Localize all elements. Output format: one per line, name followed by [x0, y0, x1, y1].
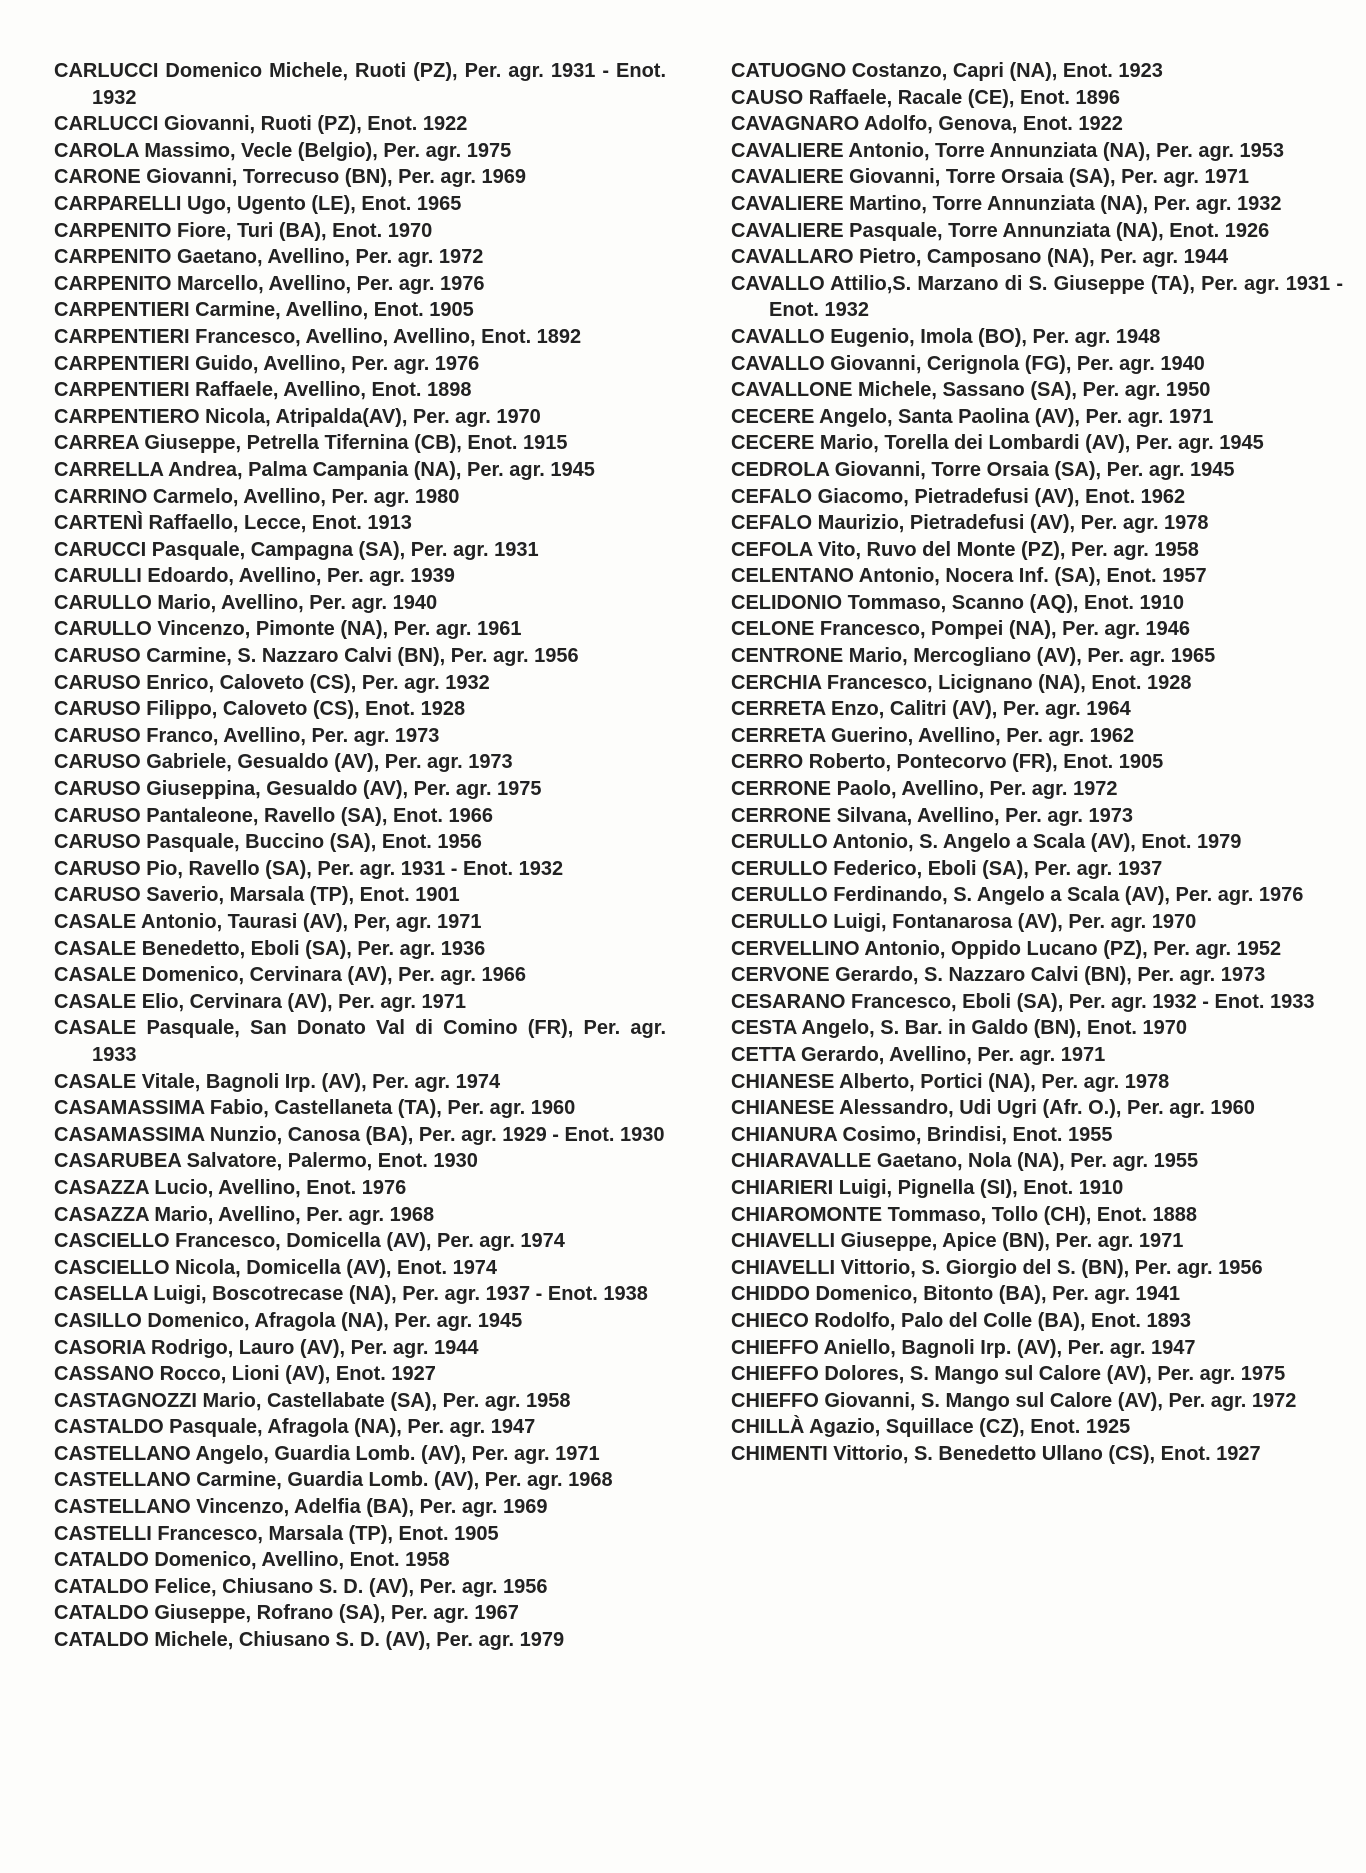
list-item: CAVALIERE Martino, Torre Annunziata (NA), Per. agr. 1932 — [731, 192, 1282, 215]
list-item: CARUSO Pantaleone, Ravello (SA), Enot. 1966 — [54, 804, 493, 827]
list-item: CARPENTIERI Raffaele, Avellino, Enot. 1898 — [54, 379, 472, 402]
right-column — [731, 58, 1343, 1467]
list-item: CERULLO Luigi, Fontanarosa (AV), Per. agr. 1970 — [731, 911, 1197, 933]
list-item: CARPENTIERI Guido, Avellino, Per. agr. 1976 — [54, 352, 480, 375]
list-item: CARUSO Gabriele, Gesualdo (AV), Per. agr. 1973 — [54, 751, 513, 774]
list-item: CARTENÌ Raffaello, Lecce, Enot. 1913 — [54, 512, 412, 535]
list-item: CECERE Angelo, Santa Paolina (AV), Per. agr. 1971 — [731, 405, 1214, 428]
list-item: CHIAROMONTE Tommaso, Tollo (CH), Enot. 1888 — [731, 1203, 1197, 1226]
list-item: CAVALLARO Pietro, Camposano (NA), Per. agr. 1944 — [731, 246, 1229, 269]
list-item: CASALE Domenico, Cervinara (AV), Per. agr. 1966 — [54, 964, 527, 987]
list-item: CASTELLI Francesco, Marsala (TP), Enot. 1905 — [54, 1522, 499, 1545]
list-item: CARPENTIERI Carmine, Avellino, Enot. 1905 — [54, 299, 474, 322]
list-item: CHIMENTI Vittorio, S. Benedetto Ullano (CS), Enot. 1927 — [731, 1442, 1261, 1465]
list-item: CARULLO Vincenzo, Pimonte (NA), Per. agr. 1961 — [54, 618, 522, 641]
list-item: CASTELLANO Vincenzo, Adelfia (BA), Per. agr. 1969 — [54, 1496, 548, 1519]
list-item: CEFALO Maurizio, Pietradefusi (AV), Per. agr. 1978 — [731, 512, 1209, 535]
left-column — [54, 58, 666, 1654]
list-item: CESTA Angelo, S. Bar. in Galdo (BN), Enot. 1970 — [731, 1017, 1187, 1040]
list-item: CASAZZA Lucio, Avellino, Enot. 1976 — [54, 1176, 407, 1199]
list-item: CASILLO Domenico, Afragola (NA), Per. agr. 1945 — [54, 1309, 523, 1332]
list-item: CASTAGNOZZI Mario, Castellabate (SA), Per. agr. 1958 — [54, 1389, 571, 1412]
list-item: CARONE Giovanni, Torrecuso (BN), Per. agr. 1969 — [54, 166, 526, 189]
list-item: CAVALIERE Giovanni, Torre Orsaia (SA), Per. agr. 1971 — [731, 166, 1249, 189]
list-item: CEFALO Giacomo, Pietradefusi (AV), Enot. 1962 — [731, 485, 1186, 508]
list-item: CASARUBEA Salvatore, Palermo, Enot. 1930 — [54, 1150, 478, 1173]
list-item: CERRONE Paolo, Avellino, Per. agr. 1972 — [731, 778, 1118, 801]
list-item: CARUSO Enrico, Caloveto (CS), Per. agr. 1932 — [54, 671, 490, 694]
list-item: CARREA Giuseppe, Petrella Tifernina (CB), Enot. 1915 — [54, 432, 568, 455]
list-item: CHIDDO Domenico, Bitonto (BA), Per. agr. 1941 — [731, 1283, 1180, 1306]
list-item: CETTA Gerardo, Avellino, Per. agr. 1971 — [731, 1043, 1106, 1066]
list-item: CARRINO Carmelo, Avellino, Per. agr. 1980 — [54, 485, 460, 508]
list-item: CAVALIERE Antonio, Torre Annunziata (NA), Per. agr. 1953 — [731, 139, 1285, 162]
list-item: CASALE Elio, Cervinara (AV), Per. agr. 1971 — [54, 990, 467, 1013]
list-item: CESARANO Francesco, Eboli (SA), Per. agr. 1932 - Enot. 1933 — [731, 990, 1315, 1013]
list-item: CHIEFFO Giovanni, S. Mango sul Calore (AV), Per. agr. 1972 — [731, 1389, 1297, 1412]
list-item: CASTELLANO Angelo, Guardia Lomb. (AV), Per. agr. 1971 — [54, 1442, 600, 1465]
list-item: CHIECO Rodolfo, Palo del Colle (BA), Enot. 1893 — [731, 1309, 1192, 1332]
list-item: CARUSO Giuseppina, Gesualdo (AV), Per. agr. 1975 — [54, 778, 542, 801]
list-item: CATALDO Michele, Chiusano S. D. (AV), Per. agr. 1979 — [54, 1629, 565, 1652]
list-item: CAVALLONE Michele, Sassano (SA), Per. agr. 1950 — [731, 379, 1211, 402]
list-item: CAVAGNARO Adolfo, Genova, Enot. 1922 — [731, 113, 1123, 136]
list-item: CHIARAVALLE Gaetano, Nola (NA), Per. agr. 1955 — [731, 1150, 1199, 1173]
list-item: CEFOLA Vito, Ruvo del Monte (PZ), Per. agr. 1958 — [731, 538, 1199, 561]
list-item: CHIARIERI Luigi, Pignella (SI), Enot. 1910 — [731, 1176, 1124, 1199]
list-item: CARUSO Pio, Ravello (SA), Per. agr. 1931 - Enot. 1932 — [54, 857, 564, 880]
list-item: CERVONE Gerardo, S. Nazzaro Calvi (BN), Per. agr. 1973 — [731, 964, 1266, 987]
list-item: CEDROLA Giovanni, Torre Orsaia (SA), Per. agr. 1945 — [731, 458, 1235, 481]
list-item: CELENTANO Antonio, Nocera Inf. (SA), Enot. 1957 — [731, 565, 1207, 588]
list-item: CASAMASSIMA Nunzio, Canosa (BA), Per. agr. 1929 - Enot. 1930 — [54, 1123, 665, 1146]
list-item: CHIEFFO Dolores, S. Mango sul Calore (AV), Per. agr. 1975 — [731, 1363, 1286, 1386]
list-item: CERRETA Guerino, Avellino, Per. agr. 1962 — [731, 724, 1135, 747]
list-item: CELONE Francesco, Pompei (NA), Per. agr. 1946 — [731, 618, 1191, 641]
list-item: CASCIELLO Nicola, Domicella (AV), Enot. 1974 — [54, 1256, 498, 1279]
list-item: CARUSO Pasquale, Buccino (SA), Enot. 1956 — [54, 831, 482, 854]
list-item: CERVELLINO Antonio, Oppido Lucano (PZ), Per. agr. 1952 — [731, 937, 1282, 960]
list-item: CARPENITO Fiore, Turi (BA), Enot. 1970 — [54, 219, 433, 242]
list-item: CASELLA Luigi, Boscotrecase (NA), Per. agr. 1937 - Enot. 1938 — [54, 1283, 648, 1306]
list-item: CENTRONE Mario, Mercogliano (AV), Per. agr. 1965 — [731, 645, 1216, 668]
list-item: CARULLI Edoardo, Avellino, Per. agr. 1939 — [54, 565, 455, 588]
list-item: CERRETA Enzo, Calitri (AV), Per. agr. 1964 — [731, 698, 1131, 721]
list-item: CARPENITO Marcello, Avellino, Per. agr. 1976 — [54, 272, 485, 295]
list-item: CERULLO Federico, Eboli (SA), Per. agr. 1937 — [731, 857, 1163, 880]
list-item: CAVALLO Giovanni, Cerignola (FG), Per. agr. 1940 — [731, 352, 1205, 375]
list-item: CARPARELLI Ugo, Ugento (LE), Enot. 1965 — [54, 192, 462, 215]
list-item: CASORIA Rodrigo, Lauro (AV), Per. agr. 1944 — [54, 1336, 479, 1359]
list-item: CARUSO Franco, Avellino, Per. agr. 1973 — [54, 724, 440, 747]
list-item: CECERE Mario, Torella dei Lombardi (AV), Per. agr. 1945 — [731, 432, 1264, 455]
list-item: CELIDONIO Tommaso, Scanno (AQ), Enot. 1910 — [731, 591, 1185, 614]
list-item: CERULLO Ferdinando, S. Angelo a Scala (AV), Per. agr. 1976 — [731, 884, 1304, 907]
list-item: CERRONE Silvana, Avellino, Per. agr. 1973 — [731, 804, 1134, 827]
list-item: CARUSO Filippo, Caloveto (CS), Enot. 1928 — [54, 698, 466, 721]
list-item: CASTELLANO Carmine, Guardia Lomb. (AV), Per. agr. 1968 — [54, 1469, 613, 1492]
list-item: CASALE Vitale, Bagnoli Irp. (AV), Per. agr. 1974 — [54, 1070, 501, 1093]
list-item: CHIANESE Alessandro, Udi Ugri (Afr. O.), Per. agr. 1960 — [731, 1097, 1255, 1120]
list-item: CASALE Antonio, Taurasi (AV), Per, agr. 1971 — [54, 911, 482, 933]
list-item: CARPENTIERI Francesco, Avellino, Avellino, Enot. 1892 — [54, 325, 582, 348]
list-item: CAUSO Raffaele, Racale (CE), Enot. 1896 — [731, 86, 1121, 109]
list-item: CASSANO Rocco, Lioni (AV), Enot. 1927 — [54, 1363, 436, 1386]
list-item: CARUSO Carmine, S. Nazzaro Calvi (BN), Per. agr. 1956 — [54, 645, 579, 668]
list-item: CASALE Benedetto, Eboli (SA), Per. agr. 1936 — [54, 937, 486, 960]
list-item: CATALDO Domenico, Avellino, Enot. 1958 — [54, 1549, 450, 1572]
list-item: CARRELLA Andrea, Palma Campania (NA), Per. agr. 1945 — [54, 458, 595, 481]
list-item: CARPENITO Gaetano, Avellino, Per. agr. 1972 — [54, 246, 484, 269]
list-item: CHILLÀ Agazio, Squillace (CZ), Enot. 1925 — [731, 1416, 1131, 1439]
list-item: CATALDO Giuseppe, Rofrano (SA), Per. agr. 1967 — [54, 1602, 519, 1625]
list-item: CARLUCCI Giovanni, Ruoti (PZ), Enot. 1922 — [54, 113, 468, 136]
list-item: CERRO Roberto, Pontecorvo (FR), Enot. 1905 — [731, 751, 1164, 774]
list-item: CARUSO Saverio, Marsala (TP), Enot. 1901 — [54, 884, 460, 907]
list-item: CASTALDO Pasquale, Afragola (NA), Per. agr. 1947 — [54, 1416, 536, 1439]
list-item: CERULLO Antonio, S. Angelo a Scala (AV), Enot. 1979 — [731, 831, 1242, 854]
list-item: CARUCCI Pasquale, Campagna (SA), Per. agr. 1931 — [54, 538, 539, 561]
list-item: CAVALIERE Pasquale, Torre Annunziata (NA), Enot. 1926 — [731, 219, 1270, 242]
list-item: CHIEFFO Aniello, Bagnoli Irp. (AV), Per. agr. 1947 — [731, 1336, 1196, 1359]
list-item: CERCHIA Francesco, Licignano (NA), Enot. 1928 — [731, 671, 1192, 694]
list-item: CAROLA Massimo, Vecle (Belgio), Per. agr. 1975 — [54, 139, 512, 162]
list-item: CAVALLO Eugenio, Imola (BO), Per. agr. 1948 — [731, 325, 1161, 348]
list-item: CASAZZA Mario, Avellino, Per. agr. 1968 — [54, 1203, 435, 1226]
list-item: CASALE Pasquale, San Donato Val di Comino (FR), Per. agr. 1933 — [54, 1017, 666, 1066]
list-item: CHIAVELLI Giuseppe, Apice (BN), Per. agr. 1971 — [731, 1230, 1184, 1253]
list-item: CAVALLO Attilio,S. Marzano di S. Giuseppe (TA), Per. agr. 1931 - Enot. 1932 — [731, 272, 1343, 322]
list-item: CHIANESE Alberto, Portici (NA), Per. agr. 1978 — [731, 1070, 1170, 1093]
list-item: CATUOGNO Costanzo, Capri (NA), Enot. 1923 — [731, 60, 1163, 82]
list-item: CARULLO Mario, Avellino, Per. agr. 1940 — [54, 591, 438, 614]
list-item: CARPENTIERO Nicola, Atripalda(AV), Per. agr. 1970 — [54, 405, 541, 428]
list-item: CHIAVELLI Vittorio, S. Giorgio del S. (BN), Per. agr. 1956 — [731, 1256, 1263, 1279]
list-item: CATALDO Felice, Chiusano S. D. (AV), Per. agr. 1956 — [54, 1575, 548, 1598]
list-item: CARLUCCI Domenico Michele, Ruoti (PZ), Per. agr. 1931 - Enot. 1932 — [54, 60, 666, 109]
list-item: CASCIELLO Francesco, Domicella (AV), Per. agr. 1974 — [54, 1230, 565, 1253]
list-item: CASAMASSIMA Fabio, Castellaneta (TA), Per. agr. 1960 — [54, 1097, 576, 1120]
list-item: CHIANURA Cosimo, Brindisi, Enot. 1955 — [731, 1123, 1113, 1146]
